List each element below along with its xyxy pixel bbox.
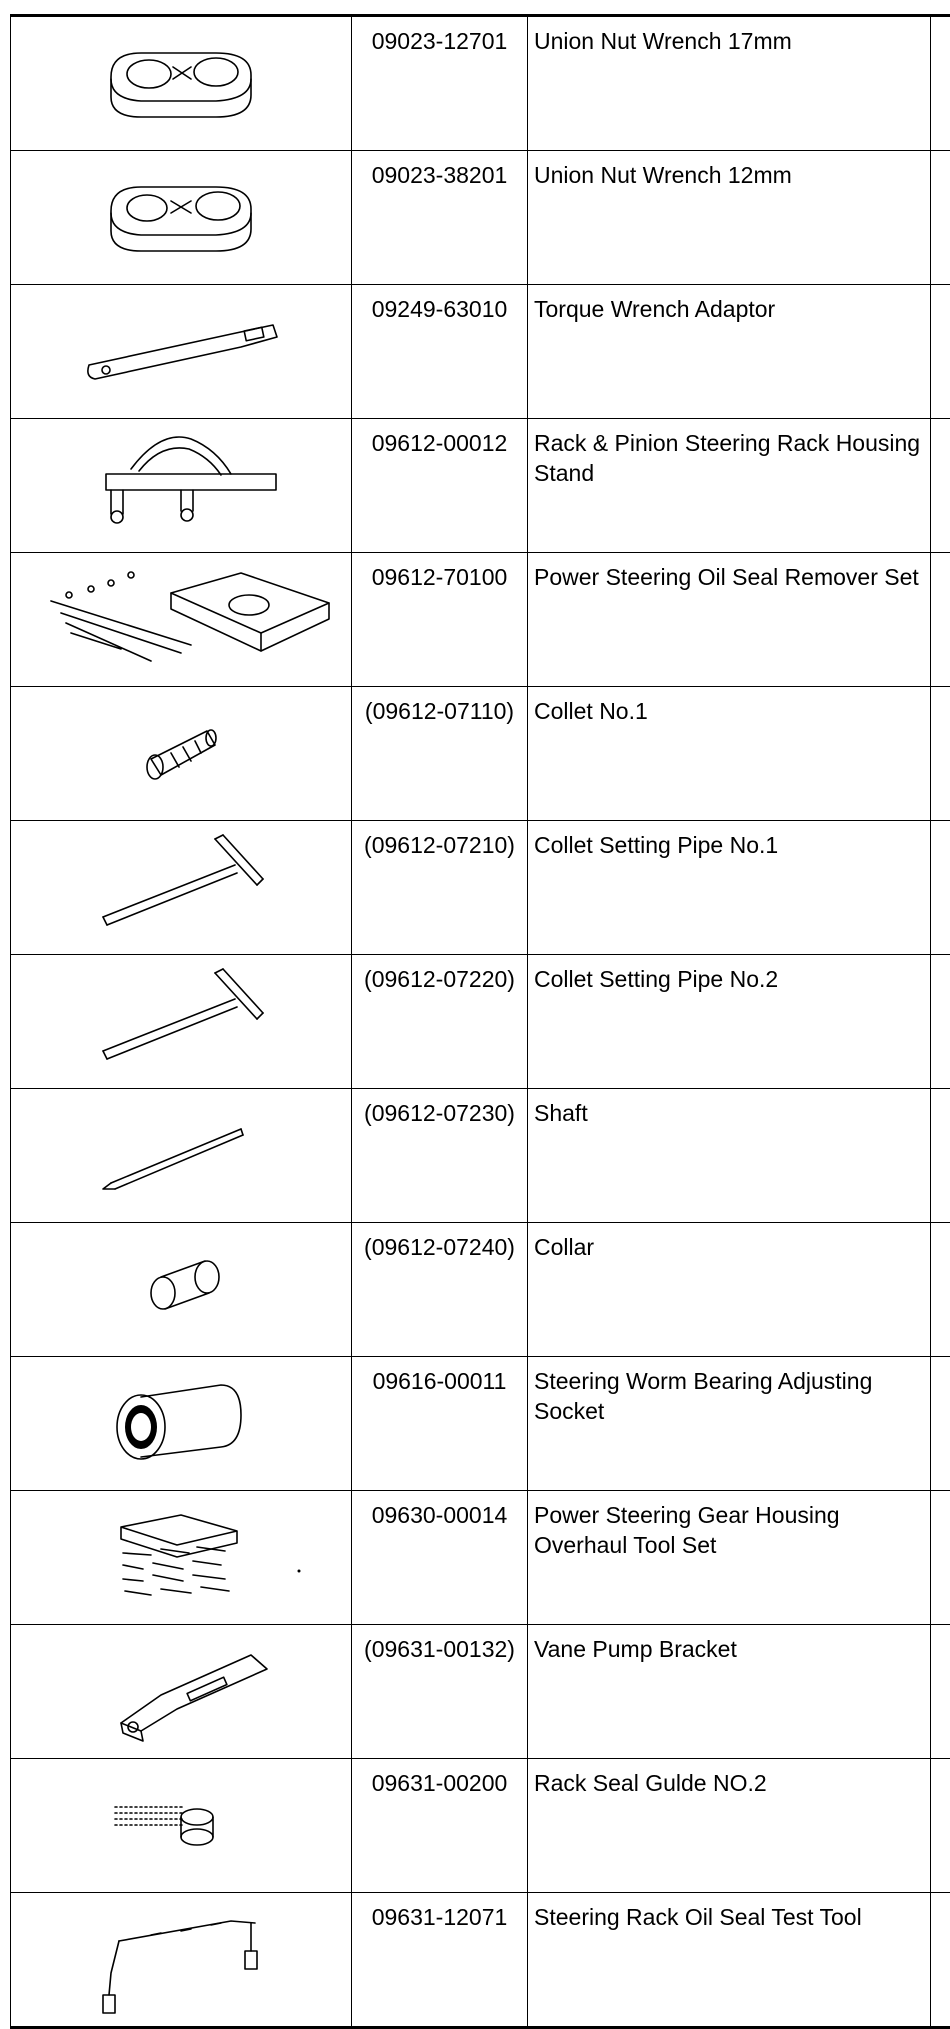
part-number: 09631-12071 xyxy=(352,1893,528,2028)
part-number: (09631-00132) xyxy=(352,1625,528,1759)
part-number: 09612-00012 xyxy=(352,419,528,553)
part-number: (09612-07110) xyxy=(352,687,528,821)
blank-cell xyxy=(931,285,950,419)
table-row xyxy=(11,419,950,553)
blank-cell xyxy=(931,1491,950,1625)
blank-cell xyxy=(931,1759,950,1893)
part-number: 09023-38201 xyxy=(352,151,528,285)
tool-name: Rack Seal Gulde NO.2 xyxy=(528,1759,931,1893)
part-number: (09612-07210) xyxy=(352,821,528,955)
tool-illustration-cell xyxy=(11,687,352,821)
housing-stand-icon xyxy=(11,419,351,543)
table-row xyxy=(11,553,950,687)
tool-illustration-cell xyxy=(11,285,352,419)
tool-illustration-cell xyxy=(11,1223,352,1357)
table-row xyxy=(11,955,950,1089)
tool-illustration-cell xyxy=(11,1625,352,1759)
tool-name: Torque Wrench Adaptor xyxy=(528,285,931,419)
table-row xyxy=(11,16,950,151)
tool-illustration-cell xyxy=(11,1491,352,1625)
tool-name: Rack & Pinion Steering Rack Housing Stand xyxy=(528,419,931,553)
tool-illustration-cell xyxy=(11,955,352,1089)
tool-name: Collet Setting Pipe No.1 xyxy=(528,821,931,955)
tool-illustration-cell xyxy=(11,151,352,285)
tool-name: Union Nut Wrench 12mm xyxy=(528,151,931,285)
blank-cell xyxy=(931,1223,950,1357)
table-row xyxy=(11,1357,950,1491)
seal-test-tool-icon xyxy=(11,1893,351,2017)
blank-cell xyxy=(931,553,950,687)
special-tools-table xyxy=(10,14,950,2029)
tool-name: Union Nut Wrench 17mm xyxy=(528,16,931,151)
tool-name: Vane Pump Bracket xyxy=(528,1625,931,1759)
table-row xyxy=(11,1223,950,1357)
union-nut-wrench-icon xyxy=(11,17,351,141)
socket-icon xyxy=(11,1357,351,1481)
union-nut-wrench-icon xyxy=(11,151,351,275)
tool-illustration-cell xyxy=(11,419,352,553)
part-number: 09630-00014 xyxy=(352,1491,528,1625)
part-number: 09616-00011 xyxy=(352,1357,528,1491)
tool-name: Power Steering Oil Seal Remover Set xyxy=(528,553,931,687)
part-number: (09612-07240) xyxy=(352,1223,528,1357)
blank-cell xyxy=(931,16,950,151)
tool-illustration-cell xyxy=(11,16,352,151)
blank-cell xyxy=(931,1893,950,2028)
tool-illustration-cell xyxy=(11,1893,352,2028)
part-number: 09612-70100 xyxy=(352,553,528,687)
bracket-icon xyxy=(11,1625,351,1749)
tool-name: Collar xyxy=(528,1223,931,1357)
part-number: (09612-07230) xyxy=(352,1089,528,1223)
collet-icon xyxy=(11,687,351,811)
table-row xyxy=(11,151,950,285)
overhaul-tool-set-icon xyxy=(11,1491,351,1615)
table-row xyxy=(11,1625,950,1759)
tool-set-case-icon xyxy=(11,553,351,677)
blank-cell xyxy=(931,821,950,955)
blank-cell xyxy=(931,419,950,553)
collar-icon xyxy=(11,1223,351,1347)
part-number: (09612-07220) xyxy=(352,955,528,1089)
t-handle-pipe-icon xyxy=(11,955,351,1079)
blank-cell xyxy=(931,1625,950,1759)
blank-cell xyxy=(931,687,950,821)
tool-name: Power Steering Gear Housing Overhaul Tool Set xyxy=(528,1491,931,1625)
tool-name: Steering Rack Oil Seal Test Tool xyxy=(528,1893,931,2028)
table-row xyxy=(11,1089,950,1223)
table-row xyxy=(11,1893,950,2028)
part-number: 09631-00200 xyxy=(352,1759,528,1893)
table-row xyxy=(11,821,950,955)
table-row xyxy=(11,1759,950,1893)
table-row xyxy=(11,687,950,821)
tool-name: Shaft xyxy=(528,1089,931,1223)
part-number: 09249-63010 xyxy=(352,285,528,419)
tool-illustration-cell xyxy=(11,1759,352,1893)
tool-illustration-cell xyxy=(11,821,352,955)
tool-name: Collet No.1 xyxy=(528,687,931,821)
t-handle-pipe-icon xyxy=(11,821,351,945)
table-row xyxy=(11,1491,950,1625)
table-row xyxy=(11,285,950,419)
torque-wrench-adaptor-icon xyxy=(11,285,351,409)
blank-cell xyxy=(931,1357,950,1491)
blank-cell xyxy=(931,151,950,285)
tool-illustration-cell xyxy=(11,1089,352,1223)
blank-cell xyxy=(931,955,950,1089)
seal-guide-icon xyxy=(11,1759,351,1883)
tool-illustration-cell xyxy=(11,1357,352,1491)
tool-illustration-cell xyxy=(11,553,352,687)
tool-name: Collet Setting Pipe No.2 xyxy=(528,955,931,1089)
blank-cell xyxy=(931,1089,950,1223)
part-number: 09023-12701 xyxy=(352,16,528,151)
shaft-icon xyxy=(11,1089,351,1213)
tool-name: Steering Worm Bearing Adjusting Socket xyxy=(528,1357,931,1491)
